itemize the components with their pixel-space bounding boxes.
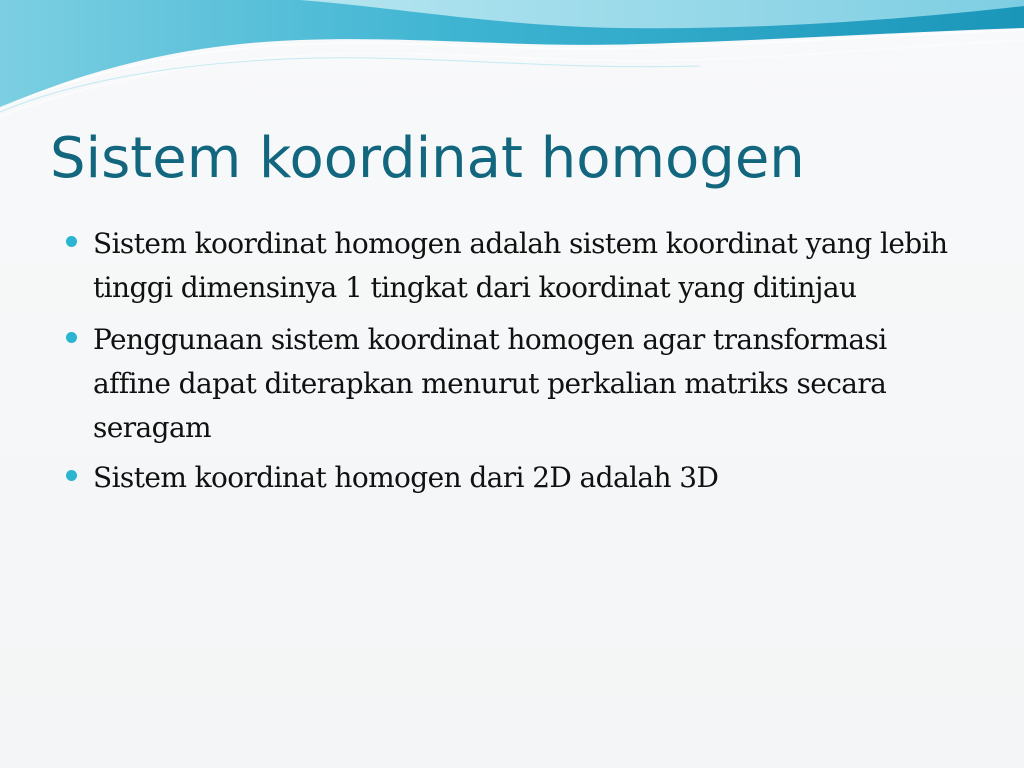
bullet-item [66, 222, 966, 310]
slide-title: Sistem koordinat homogen [50, 126, 805, 191]
bullet-dot-icon [66, 332, 77, 343]
bullet-dot-icon [66, 470, 77, 481]
bullet-item [66, 456, 966, 500]
bullet-item [66, 318, 966, 450]
bullet-text: Penggunaan sistem koordinat homogen agar transformasi affine dapat diterapkan menurut perkalian matriks secara seragam [93, 323, 887, 444]
bullet-text: Sistem koordinat homogen dari 2D adalah 3D [93, 461, 719, 494]
bullet-text: Sistem koordinat homogen adalah sistem koordinat yang lebih tinggi dimensinya 1 tingkat dari koordinat yang ditinjau [93, 227, 948, 304]
bullet-dot-icon [66, 236, 77, 247]
bullet-list [66, 222, 966, 508]
decorative-wave-header [0, 0, 1024, 130]
